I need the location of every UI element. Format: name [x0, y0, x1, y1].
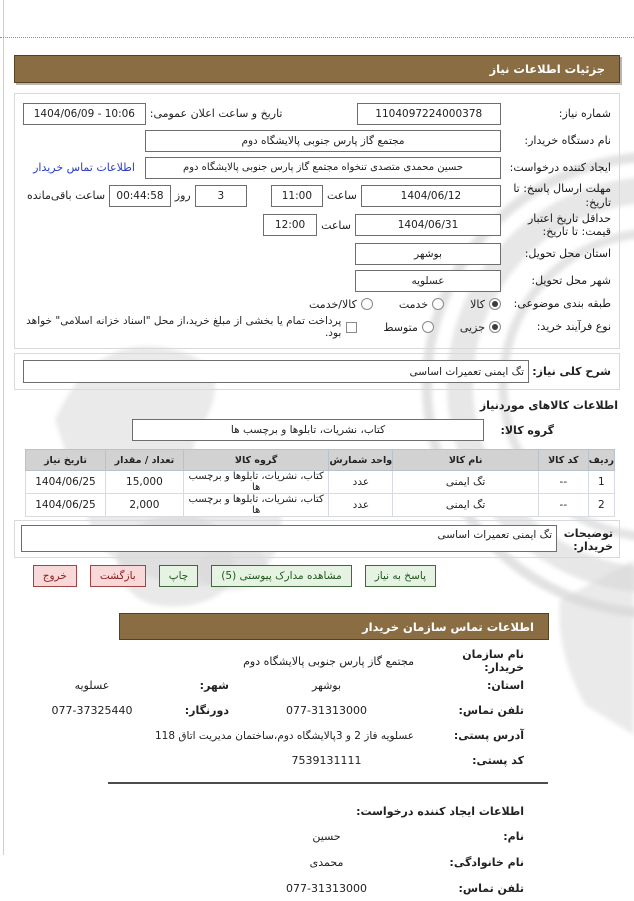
validity-hour-field[interactable]: 12:00: [263, 214, 317, 236]
buyer-contact-info: [14, 648, 620, 901]
row-request-creator: [23, 155, 611, 180]
price-validity-label: حداقل تاریخ اعتبار قیمت: تا تاریخ:: [527, 211, 611, 239]
remaining-time-label: ساعت باقی‌مانده: [27, 189, 106, 203]
radio-service-label: خدمت: [398, 297, 429, 311]
buyer-contact-link[interactable]: اطلاعات تماس خریدار: [33, 161, 135, 174]
row-province-city: [14, 673, 620, 698]
goods-group-field[interactable]: کتاب، نشریات، تابلوها و برچسب ها: [132, 419, 484, 441]
org-name-label: نام سازمان خریدار:: [462, 648, 524, 675]
first-name-value: حسین: [312, 829, 341, 843]
cell-quantity: 2,000: [105, 494, 183, 517]
top-dotted-divider: [0, 37, 634, 38]
postal-code-value: 7539131111: [291, 754, 362, 768]
cell-goods-code: --: [538, 471, 588, 494]
row-org-name: [14, 648, 620, 673]
section-header-need-details: [14, 55, 620, 83]
col-quantity: تعداد / مقدار: [105, 450, 183, 471]
col-goods-group: گروه کالا: [183, 450, 329, 471]
goods-group-label: گروه کالا:: [500, 423, 554, 437]
row-purchase-process: [23, 315, 611, 339]
validity-date-field[interactable]: 1404/06/31: [355, 214, 501, 236]
row-postal-code: [14, 748, 620, 773]
delivery-province-label: استان محل تحویل:: [524, 246, 611, 260]
treasury-docs-checkbox[interactable]: [346, 322, 357, 333]
deadline-days-label: روز: [174, 189, 191, 203]
city-value: عسلویه: [74, 679, 110, 693]
buyer-org-label: نام دستگاه خریدار:: [524, 133, 611, 147]
row-delivery-province: [23, 241, 611, 266]
need-description-field[interactable]: تگ ایمنی تعمیرات اساسی: [23, 360, 529, 383]
row-phone-fax: [14, 698, 620, 723]
cell-need-date: 1404/06/25: [26, 494, 106, 517]
deadline-date-field[interactable]: 1404/06/12: [361, 185, 501, 207]
radio-medium[interactable]: [422, 321, 434, 333]
row-subject-classification: [23, 295, 611, 313]
need-info-form: [14, 93, 620, 349]
delivery-city-field[interactable]: عسلویه: [355, 270, 501, 292]
row-price-validity: [23, 212, 611, 240]
deadline-hour-label: ساعت: [326, 189, 357, 203]
col-goods-code: کد کالا: [538, 450, 588, 471]
response-deadline-label: مهلت ارسال پاسخ: تا تاریخ:: [513, 182, 611, 209]
action-buttons: [14, 565, 620, 587]
radio-goods-label: کالا: [470, 297, 485, 311]
buyer-notes-label: توضیحات خریدار:: [563, 527, 613, 554]
row-need-number: [23, 101, 611, 126]
postal-code-label: کد پستی:: [472, 754, 524, 768]
section-title: اطلاعات تماس سازمان خریدار: [362, 619, 534, 634]
exit-button[interactable]: خروج: [33, 565, 77, 587]
city-label: شهر:: [199, 679, 229, 693]
first-name-label: نام:: [503, 829, 524, 843]
row-last-name: [14, 849, 620, 875]
table-row: [26, 471, 615, 494]
province-label: استان:: [487, 679, 524, 693]
fax-value: 077-37325440: [51, 704, 133, 718]
col-goods-name: نام کالا: [393, 450, 539, 471]
need-number-label: شماره نیاز:: [558, 106, 611, 120]
last-name-label: نام خانوادگی:: [449, 855, 524, 869]
cell-need-date: 1404/06/25: [26, 471, 106, 494]
creator-phone-value: 077-31313000: [286, 881, 367, 895]
deadline-days-field[interactable]: 3: [195, 185, 247, 207]
announce-datetime-label: تاریخ و ساعت اعلان عمومی:: [149, 107, 283, 120]
province-value: بوشهر: [311, 679, 342, 693]
items-table: [25, 449, 615, 517]
treasury-docs-label: پرداخت تمام یا بخشی از مبلغ خرید،از محل "اسناد خزانه اسلامی" خواهد بود.: [26, 315, 342, 339]
row-postal-address: [14, 723, 620, 748]
delivery-city-label: شهر محل تحویل:: [531, 273, 611, 287]
goods-section-title: اطلاعات کالاهای موردنیاز: [479, 399, 618, 412]
radio-goods-service-label: کالا/خدمت: [309, 297, 357, 311]
delivery-province-field[interactable]: بوشهر: [355, 243, 501, 265]
section-title: جزئیات اطلاعات نیاز: [489, 62, 605, 76]
deadline-hour-field[interactable]: 11:00: [271, 185, 323, 207]
respond-button[interactable]: پاسخ به نیاز: [365, 565, 436, 587]
cell-goods-group: کتاب، نشریات، تابلوها و برچسب ها: [183, 494, 329, 517]
need-description-label: شرح کلی نیاز:: [532, 365, 611, 378]
subject-classification-label: طبقه بندی موضوعی:: [513, 297, 611, 311]
org-name-value: مجتمع گاز پارس جنوبی پالایشگاه دوم: [243, 654, 414, 668]
section-header-buyer-contact: [119, 613, 549, 640]
radio-goods-service[interactable]: [361, 298, 373, 310]
cell-row-num: 1: [588, 471, 614, 494]
cell-row-num: 2: [588, 494, 614, 517]
table-row: [26, 494, 615, 517]
creator-info-title: اطلاعات ایجاد کننده درخواست:: [356, 805, 524, 819]
cell-goods-name: تگ ایمنی: [393, 471, 539, 494]
buyer-notes-field[interactable]: تگ ایمنی تعمیرات اساسی: [21, 525, 557, 552]
col-row: ردیف: [588, 450, 614, 471]
purchase-process-label: نوع فرآیند خرید:: [536, 320, 611, 334]
buyer-notes-panel: [14, 520, 620, 558]
page-content: [0, 38, 634, 901]
postal-address-label: آدرس پستی:: [453, 729, 524, 743]
radio-minor-label: جزیی: [459, 320, 485, 334]
cell-unit: عدد: [329, 471, 393, 494]
radio-minor[interactable]: [489, 321, 501, 333]
row-creator-phone: [14, 875, 620, 901]
remaining-time-field[interactable]: 00:44:58: [109, 185, 171, 207]
items-table-header: [26, 450, 615, 471]
phone-label: تلفن تماس:: [458, 704, 524, 718]
cell-goods-name: تگ ایمنی: [393, 494, 539, 517]
postal-address-value: عسلویه فاز 2 و 3پالایشگاه دوم،ساختمان مدیریت اتاق 118: [154, 729, 414, 742]
print-button[interactable]: چاپ: [159, 565, 199, 587]
row-first-name: [14, 823, 620, 849]
request-creator-label: ایجاد کننده درخواست:: [509, 160, 611, 174]
radio-service[interactable]: [432, 298, 444, 310]
col-need-date: تاریخ نیاز: [26, 450, 106, 471]
view-attachments-button[interactable]: مشاهده مدارک پیوستی (5): [211, 565, 351, 587]
page-border: [3, 0, 4, 855]
need-number-field[interactable]: 1104097224000378: [357, 103, 502, 125]
cell-goods-code: --: [538, 494, 588, 517]
validity-hour-label: ساعت: [321, 218, 351, 232]
cell-quantity: 15,000: [105, 471, 183, 494]
phone-value: 077-31313000: [286, 704, 367, 718]
back-button[interactable]: بازگشت: [90, 565, 146, 587]
fax-label: دورنگار:: [184, 704, 229, 718]
row-goods-group: [14, 419, 620, 441]
cell-unit: عدد: [329, 494, 393, 517]
buyer-org-field[interactable]: مجتمع گاز پارس جنوبی پالایشگاه دوم: [145, 130, 501, 152]
announce-datetime-field[interactable]: 1404/06/09 - 10:06: [23, 103, 146, 125]
cell-goods-group: کتاب، نشریات، تابلوها و برچسب ها: [183, 471, 329, 494]
radio-medium-label: متوسط: [383, 320, 418, 334]
col-unit: واحد شمارش: [329, 450, 393, 471]
need-description-panel: [14, 353, 620, 390]
request-creator-field[interactable]: حسین محمدی متصدی تنخواه مجتمع گاز پارس جنوبی پالایشگاه دوم: [145, 157, 501, 179]
section-divider: [108, 782, 548, 784]
row-response-deadline: [23, 182, 611, 210]
creator-phone-label: تلفن تماس:: [458, 881, 524, 895]
last-name-value: محمدی: [309, 855, 344, 869]
row-buyer-org: [23, 128, 611, 153]
row-delivery-city: [23, 268, 611, 293]
radio-goods[interactable]: [489, 298, 501, 310]
